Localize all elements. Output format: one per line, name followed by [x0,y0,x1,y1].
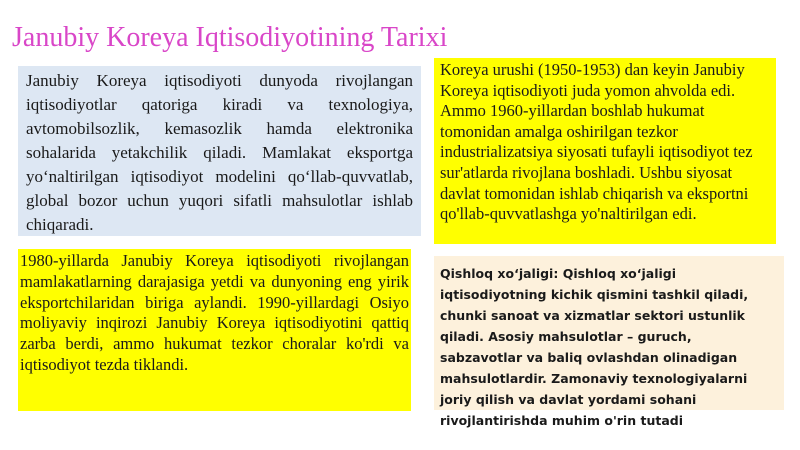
agriculture-text-box: Qishloq xo‘jaligi: Qishloq xo‘jaligi iqtisodiyotning kichik qismini tashkil qiladi, chunki sanoat va xizmatlar sektori ustunlik qiladi. Asosiy mahsulotlar – guruch, sabzavotlar va baliq ovlashdan olinadigan mahsulotlardir. Zamonaviy texnologiyalarni joriy qilish va davlat yordami sohani rivojlantirishda muhim o'rin tutadi [434,256,784,410]
eighties-text-box: 1980-yillarda Janubiy Koreya iqtisodiyoti rivojlangan mamlakatlarning darajasiga yetdi va dunyoning eng yirik eksportchilaridan biriga aylandi. 1990-yillardagi Osiyo moliyaviy inqirozi Janubiy Koreya iqtisodiyotini qattiq zarba berdi, ammo hukumat tezkor choralar ko'rdi va iqtisodiyot tezda tiklandi. [18,249,411,411]
intro-text-box: Janubiy Koreya iqtisodiyoti dunyoda rivojlangan iqtisodiyotlar qatoriga kiradi va texnologiya, avtomobilsozlik, kemasozlik hamda elektronika sohalarida yetakchilik qiladi. Mamlakat eksportga yo‘naltirilgan iqtisodiyot modelini qo‘llab-quvvatlab, global bozor uchun yuqori sifatli mahsulotlar ishlab chiqaradi. [18,66,421,236]
korean-war-text-box: Koreya urushi (1950-1953) dan keyin Janubiy Koreya iqtisodiyoti juda yomon ahvolda edi. Ammo 1960-yillardan boshlab hukumat tomonidan amalga oshirilgan tezkor industrializatsiya siyosati tufayli iqtisodiyot tez sur'atlarda rivojlana boshladi. Ushbu siyosat davlat tomonidan ishlab chiqarish va eksportni qo'llab-quvvatlashga yo'naltirilgan edi. [434,58,776,244]
slide-title: Janubiy Koreya Iqtisodiyotining Tarixi [12,22,448,53]
